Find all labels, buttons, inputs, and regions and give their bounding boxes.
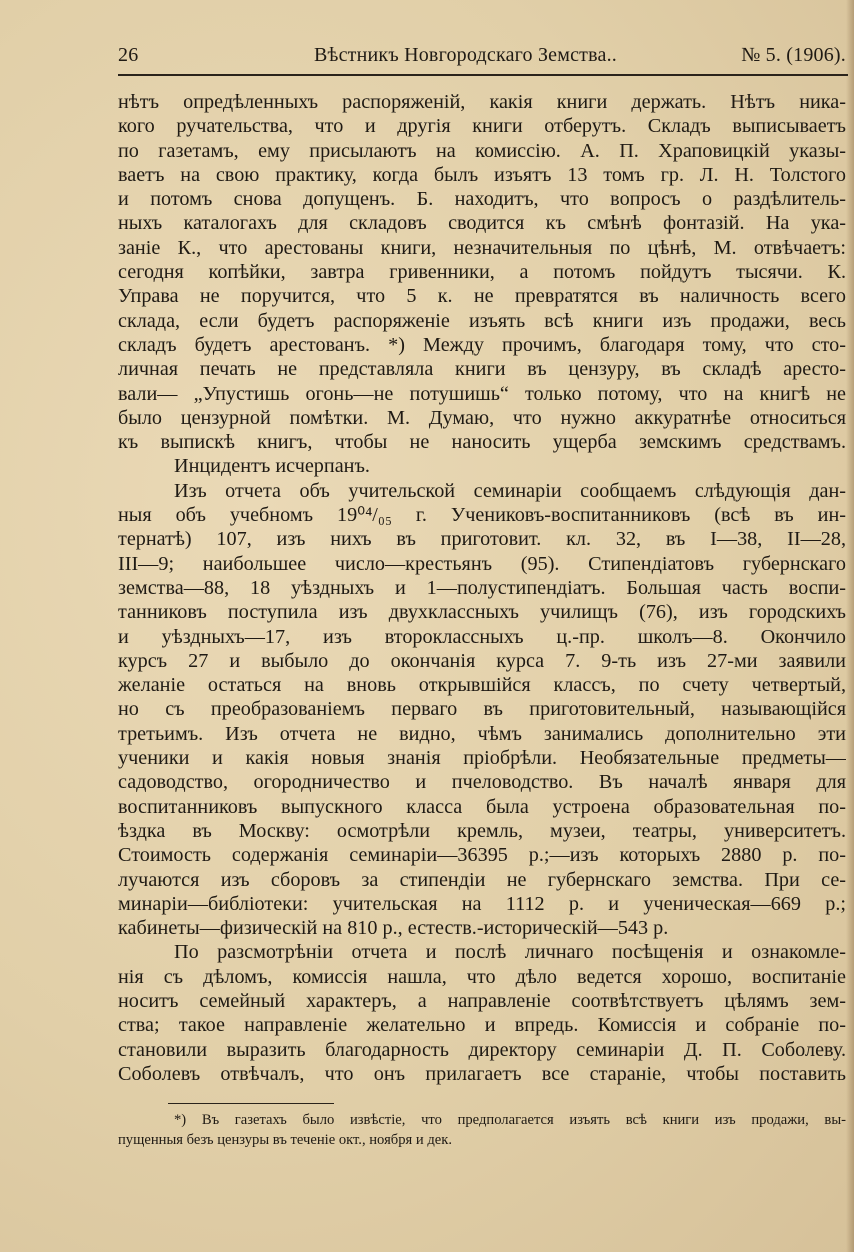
body-text: [118, 90, 846, 1086]
text-line: ства; такое направленіе желательно и впредь. Комиссія и собраніе по-: [118, 1014, 846, 1037]
header-rule: [118, 74, 848, 76]
text-line: лучаются изъ сборовъ за стипендіи не губернскаго земства. При се-: [118, 868, 846, 891]
journal-title: Вѣстникъ Новгородскаго Земства..: [314, 44, 617, 66]
text-line: воспитанниковъ выпускного класса была устроена образовательная по-: [118, 795, 846, 818]
text-line: по газетамъ, ему присылаютъ на комиссію. А. П. Храповицкій указы-: [118, 139, 846, 162]
text-line: заніе К., что арестованы книги, незначительныя по цѣнѣ, М. отвѣчаетъ:: [118, 236, 846, 259]
text-line: склада, если будетъ распоряженіе изъять всѣ книги изъ продажи, весь: [118, 309, 846, 332]
text-line: кабинеты—физическій на 810 р., естеств.-историческій—543 р.: [118, 917, 669, 940]
text-line: и потомъ снова допущенъ. Б. находитъ, что вопросъ о раздѣлитель-: [118, 188, 846, 211]
text-line: ныя объ учебномъ 19⁰⁴/₀₅ г. Учениковъ-воспитанниковъ (всѣ въ ин-: [118, 504, 846, 527]
running-header: [118, 40, 848, 74]
text-line: но съ преобразованіемъ перваго въ приготовительный, называющійся: [118, 698, 846, 721]
text-line: Управа не поручится, что 5 к. не превратятся въ наличность всего: [118, 285, 846, 308]
text-line: становили выразить благодарность директору семинаріи Д. П. Соболеву.: [118, 1038, 846, 1061]
text-line: сегодня копѣйки, завтра гривенники, а потомъ пойдутъ тысячи. К.: [118, 261, 846, 284]
text-line: ученики и какія новыя знанія пріобрѣли. Необязательные предметы—: [118, 747, 846, 770]
text-line: ваетъ на свою практику, когда былъ изъятъ 13 томъ гр. Л. Н. Толстого: [118, 163, 846, 186]
page-edge-shadow: [846, 0, 854, 1252]
text-line: Инцидентъ исчерпанъ.: [174, 455, 370, 478]
text-line: и уѣздныхъ—17, изъ второклассныхъ ц.-пр. школъ—8. Окончило: [118, 625, 846, 648]
text-line: складъ будетъ арестованъ. *) Между прочимъ, благодаря тому, что сто-: [118, 333, 846, 356]
text-line: носитъ семейный характеръ, а направленіе соотвѣтствуетъ цѣлямъ зем-: [118, 989, 846, 1012]
text-line: земства—88, 18 уѣздныхъ и 1—полустипендіатъ. Большая часть воспи-: [118, 576, 846, 599]
text-line: кого ручательства, что и другія книги отберутъ. Складъ выписываетъ: [118, 115, 846, 138]
text-line: курсъ 27 и выбыло до окончанія курса 7. 9-ть изъ 27-ми заявили: [118, 649, 846, 672]
text-line: Изъ отчета объ учительской семинаріи сообщаемъ слѣдующія дан-: [174, 479, 846, 502]
text-line: По разсмотрѣніи отчета и послѣ личнаго посѣщенія и ознакомле-: [174, 941, 846, 964]
footnote: [118, 1110, 846, 1150]
text-line: Соболевъ отвѣчалъ, что онъ прилагаетъ все стараніе, чтобы поставить: [118, 1062, 846, 1085]
text-line: вали— „Упустишь огонь—не потушишь“ только потому, что на книгѣ не: [118, 382, 846, 405]
text-line: ѣздка въ Москву: осмотрѣли кремль, музеи, театры, университетъ.: [118, 819, 846, 842]
issue-number: № 5. (1906).: [741, 44, 846, 66]
text-line: III—9; наибольшее число—крестьянъ (95). Стипендіатовъ губернскаго: [118, 552, 846, 575]
text-line: минаріи—библіотеки: учительская на 1112 р. и ученическая—669 р.;: [118, 892, 846, 915]
footnote-line: *) Въ газетахъ было извѣстіе, что предполагается изъять всѣ книги изъ продажи, вы-: [174, 1112, 846, 1128]
text-line: третьимъ. Изъ отчета не видно, чѣмъ занимались дополнительно эти: [118, 722, 846, 745]
text-line: къ выпискѣ книгъ, чтобы не наносить ущерба земскимъ средствамъ.: [118, 431, 846, 454]
page-number: 26: [118, 44, 139, 66]
text-line: нѣтъ опредѣленныхъ распоряженій, какія книги держать. Нѣтъ ника-: [118, 91, 846, 113]
text-line: садоводство, огородничество и пчеловодство. Въ началѣ января для: [118, 771, 846, 794]
text-line: было цензурной помѣтки. М. Думаю, что нужно аккуратнѣе относиться: [118, 406, 846, 429]
footnote-rule: [168, 1103, 334, 1104]
text-line: Стоимость содержанія семинаріи—36395 р.;—изъ которыхъ 2880 р. по-: [118, 844, 846, 867]
text-line: желаніе остаться на вновь открывшійся классъ, по счету четвертый,: [118, 674, 846, 697]
text-line: ныхъ каталогахъ для складовъ сводится къ смѣнѣ фонтазій. На ука-: [118, 212, 846, 235]
text-line: тернатѣ) 107, изъ нихъ въ приготовит. кл. 32, въ I—38, II—28,: [118, 528, 846, 551]
text-line: танниковъ поступила изъ двухклассныхъ училищъ (76), изъ городскихъ: [118, 601, 846, 624]
text-line: личная печать не представляла книги въ цензуру, въ складѣ аресто-: [118, 358, 846, 381]
text-line: нія съ дѣломъ, комиссія нашла, что дѣло ведется хорошо, воспитаніе: [118, 965, 846, 988]
footnote-line: пущенныя безъ цензуры въ теченіе окт., ноября и дек.: [118, 1132, 452, 1148]
